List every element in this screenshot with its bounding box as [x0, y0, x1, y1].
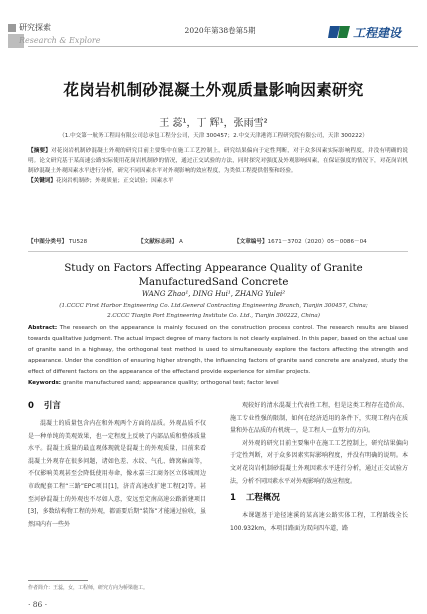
keywords-label: 【关键词】: [28, 178, 56, 184]
section-number: 0: [28, 401, 34, 411]
english-abstract-label: Abstract:: [28, 325, 58, 331]
abstract-label: 【摘要】: [28, 148, 52, 154]
english-abstract-text: The research on the appearance is mainly focused on the construction process control. The research results are biased towards qualitative judgment. The actual impact degree of many factors is not clearly explained. In this paper, based on the actual use of granite sand in a highway, the orthogonal test method is used to simultaneously explore the factors affecting the strength and appearance. Under the condition of ensuring higher strength, the influencing factors of granite sand concrete are analyzed, study the effect of different factors on the appearance of the effectand provide experience for similar projects.: [28, 325, 409, 375]
english-affiliation: [0, 301, 427, 321]
article-affiliation: （1.中交第一航务工程局有限公司总承包工程分公司，天津 300457；2.中交天津港湾工程研究院有限公司，天津 300222）: [59, 133, 368, 139]
author-footnote: 作者简介：王蕊，女，工程师，研究方向为桥梁施工。: [28, 585, 149, 591]
english-affil-line1: (1.CCCC First Harbor Engineering Co. Ltd.General Contracting Engineering Branch, Tianjin 300457, China;: [59, 303, 368, 309]
article-authors: 王 蕊¹，丁 辉¹，张雨雪²: [159, 118, 268, 129]
section-title: 工程概况: [245, 493, 280, 504]
journal-logo-icon: [328, 22, 414, 42]
english-keywords-text: granite manufactured sand; appearance quality; orthogonal test; factor level: [62, 380, 279, 386]
doc-code-value: A: [178, 239, 183, 245]
body-paragraph: 观较好的清水混凝土代表性工程，但是这类工程存在造价高、施工专业性强的限制，如何在经济适用的条件下，实现工程内在质量和外在品质的有机统一，是工程人一直努力的方向。: [230, 402, 408, 435]
journal-name-cn: 研究探索: [19, 23, 51, 32]
english-title-line1: Study on Factors Affecting Appearance Quality of Granite: [64, 263, 363, 274]
body-paragraph: 本课题基于途径速溪的某高速公路实体工程，工程路线全长100.932km，本项目路面为双向四车道，路: [230, 512, 408, 532]
body-paragraph: 对外观的研究目前主要集中在施工工艺控制上，研究结果偏向于定性判断，对于众多因素实际影响程度，并没有明确的说明。本文对花岗岩机制砂混凝土外观因素水平进行分析，通过正交试验方法，分析不同因素水平对外观影响的效应程度。: [230, 439, 408, 485]
abstract-cn: [28, 146, 408, 186]
journal-issue: 2020年第38卷第5期: [184, 26, 256, 35]
header-square-mark: [8, 24, 16, 32]
english-authors: WANG Zhao¹, DING Hui¹, ZHANG Yulei²: [141, 290, 286, 298]
keywords-en: [28, 380, 408, 386]
section-heading-intro: [28, 400, 206, 418]
section-number: 1: [230, 493, 236, 504]
doc-code-field: [138, 237, 183, 245]
body-column-right: [230, 400, 408, 535]
logo-text: 工程建设: [353, 26, 402, 40]
keywords-text: 花岗岩机制砂；外观质量；正交试验；因素水平: [55, 178, 174, 184]
header-divider: [28, 46, 418, 47]
clc-value: TU528: [68, 239, 88, 245]
section-title: 引言: [43, 401, 61, 411]
meta-divider: [28, 251, 408, 252]
body-column-left: [28, 400, 206, 531]
section-heading-overview: [230, 492, 408, 510]
doc-code-label: 【文献标志码】: [138, 239, 178, 245]
english-title-line2: ManufacturedSand Concrete: [138, 277, 289, 288]
article-number-field: [234, 237, 367, 245]
abstract-en: [28, 323, 408, 378]
abstract-text: 对花岗岩机制砂混凝土外观的研究目前主要集中在施工工艺控制上，研究结果偏向于定性判断，对于众多因素实际影响程度，并没有明确的说明。论文研究基于某高速公路实际使用花岗岩机制砂的情况，通过正交试验的方法，同时探究对强度及外观影响因素，在保证强度的情况下，对花岗岩机制砂混凝土外观因素水平进行分析，研究不同因素水平对外观影响的效应程度，为类似工程提供借鉴和经验。: [28, 148, 408, 174]
page-number: · 86 ·: [28, 600, 48, 609]
english-keywords-label: Keywords:: [28, 380, 62, 386]
english-title: [0, 262, 427, 290]
article-number-value: 1671－3702（2020）05－0086－04: [267, 239, 367, 245]
journal-name-en: Research & Explore: [19, 36, 101, 45]
clc-label: 【中图分类号】: [28, 239, 68, 245]
article-number-label: 【文章编号】: [234, 239, 268, 245]
article-title: 花岗岩机制砂混凝土外观质量影响因素研究: [63, 81, 364, 99]
body-paragraph: 混凝土的质量包含内在和外观两个方面的品质。外观品质不仅是一种单纯的美观效果，也一定程度上反映了内部品质和整体质量水平。混凝土质量的最直观体现就是混凝土的外观质量，目前来看混凝土外观存在很多问题，诸如色差、水纹、气孔、蜂窝麻面等，不仅影响美观甚至会降低使用寿命，像永嘉三江商务区立体城周边市政配套工程“三路”EPC项目[1]，济青高速改扩建工程[2]等。甚至河砂混凝土的外观也不尽如人意，安远至定南高速公路新建项目[3]，多数结构物工程的外观，都需要后期“装饰”才能通过验收，虽然国内有一些外: [28, 420, 206, 528]
footnote-divider: [28, 580, 88, 581]
english-affil-line2: 2.CCCC Tianjin Port Engineering Institute Co. Ltd., Tianjin 300222, China): [107, 313, 320, 319]
clc-field: [28, 237, 87, 245]
